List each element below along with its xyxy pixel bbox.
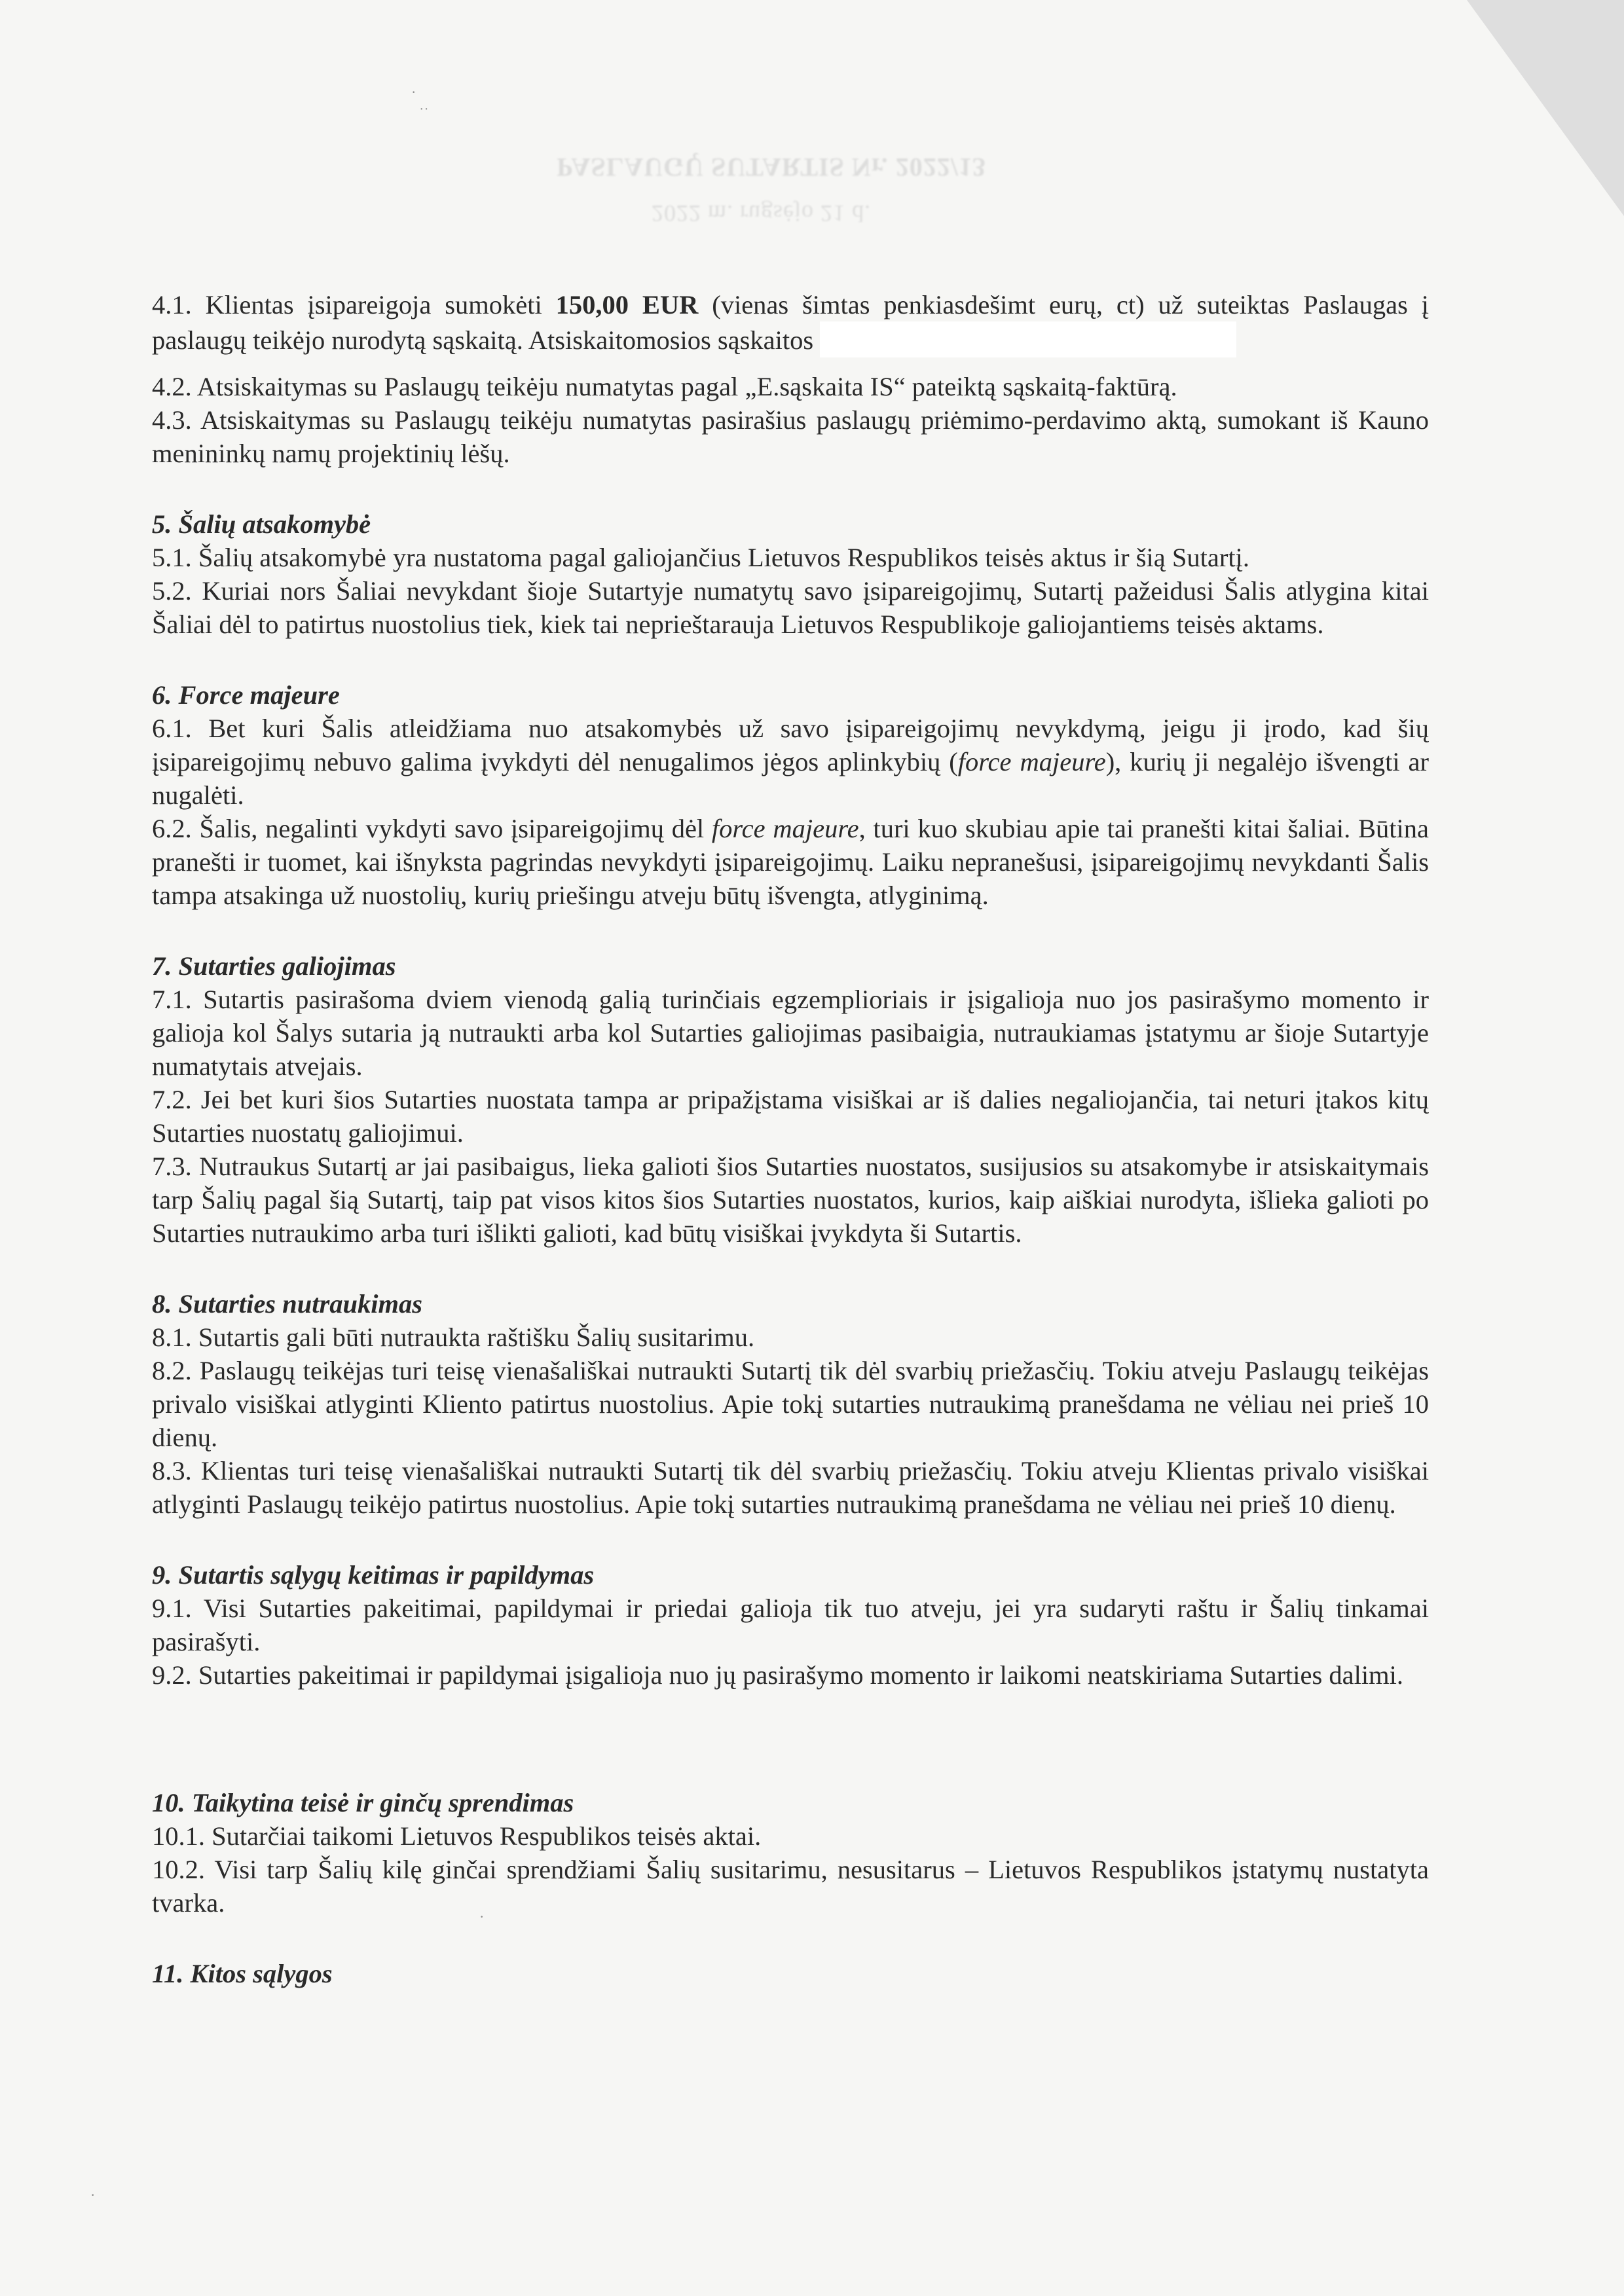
clause-8-2: 8.2. Paslaugų teikėjas turi teisę vienašališkai nutraukti Sutartį tik dėl svarbių priežasčių. Tokiu atveju Paslaugų teikėjas privalo visiškai atlyginti Kliento patirtus nuostolius. Apie tokį sutarties nutraukimą pranešdama ne vėliau nei prieš 10 dienų. (152, 1356, 1429, 1452)
section-8-title: 8. Sutarties nutraukimas (152, 1289, 423, 1319)
clause-8-3: 8.3. Klientas turi teisę vienašališkai nutraukti Sutartį tik dėl svarbių priežasčių. Tokiu atveju Klientas privalo visiškai atlyginti Paslaugų teikėjo patirtus nuostolius. Apie tokį sutarties nutraukimą pranešdama ne vėliau nei prieš 10 dienų. (152, 1456, 1429, 1519)
section-9-title: 9. Sutartis sąlygų keitimas ir papildymas (152, 1560, 595, 1590)
clause-5-2: 5.2. Kuriai nors Šaliai nevykdant šioje Sutartyje numatytų savo įsipareigojimų, Sutartį pažeidusi Šalis atlygina kitai Šaliai dėl to patirtus nuostolius tiek, kiek tai neprieštarauja Lietuvos Respublikoje galiojantiems teisės aktams. (152, 576, 1429, 639)
scan-speck: · (411, 84, 416, 100)
section-11-title: 11. Kitos sąlygos (152, 1959, 333, 1988)
scan-speck: · (479, 1908, 485, 1925)
clause-6-2: 6.2. Šalis, negalinti vykdyti savo įsipareigojimų dėl force majeure, turi kuo skubiau apie tai pranešti kitai šaliai. Būtina pranešti ir tuomet, kai išnyksta pagrindas nevykdyti įsipareigojimų. Laiku nepranešusi, įsipareigojimų nevykdanti Šalis tampa atsakinga už nuostolių, kurių priešingu atveju būtų išvengta, atlyginimą. (152, 814, 1429, 910)
section-6-title: 6. Force majeure (152, 680, 340, 710)
clause-4-3: 4.3. Atsiskaitymas su Paslaugų teikėju numatytas pasirašius paslaugų priėmimo-perdavimo aktą, sumokant iš Kauno menininkų namų projektinių lėšų. (152, 405, 1429, 468)
section-7-title: 7. Sutarties galiojimas (152, 951, 396, 981)
clause-7-3: 7.3. Nutraukus Sutartį ar jai pasibaigus, lieka galioti šios Sutarties nuostatos, susijusios su atsakomybe ir atsiskaitymais tarp Šalių pagal šią Sutartį, taip pat visos kitos šios Sutarties nuostatos, kurios, kaip aiškiai nurodyta, išlieka galioti po Sutarties nutraukimo arba turi išlikti galioti, kad būtų visiškai įvykdyta ši Sutartis. (152, 1152, 1429, 1248)
payment-amount: 150,00 EUR (555, 290, 699, 319)
clause-6-1: 6.1. Bet kuri Šalis atleidžiama nuo atsakomybės už savo įsipareigojimų nevykdymą, jeigu ji įrodo, kad šių įsipareigojimų nebuvo galima įvykdyti dėl nenugalimos jėgos aplinkybių (force majeure), kurių ji negalėjo išvengti ar nugalėti. (152, 714, 1430, 810)
document-body (152, 288, 1429, 1990)
redacted-account-number (820, 321, 1236, 357)
bleed-through-text: PASLAUGŲ SUTARTIS Nr. 2022/13 (557, 153, 986, 182)
clause-8-1: 8.1. Sutartis gali būti nutraukta raštišku Šalių susitarimu. (152, 1322, 755, 1352)
clause-4-2: 4.2. Atsiskaitymas su Paslaugų teikėju numatytas pagal „E.sąskaita IS“ pateiktą sąskaitą-faktūrą. (152, 372, 1177, 401)
clause-4-1: 4.1. Klientas įsipareigoja sumokėti 150,00 EUR (vienas šimtas penkiasdešimt eurų, ct) už suteiktas Paslaugas į paslaugų teikėjo nurodytą sąskaitą. Atsiskaitomosios sąskaitos (152, 288, 1429, 357)
clause-10-1: 10.1. Sutarčiai taikomi Lietuvos Respublikos teisės aktai. (152, 1821, 762, 1851)
clause-5-1: 5.1. Šalių atsakomybė yra nustatoma pagal galiojančius Lietuvos Respublikos teisės aktus ir šią Sutartį. (152, 543, 1249, 572)
clause-9-2: 9.2. Sutarties pakeitimai ir papildymai įsigalioja nuo jų pasirašymo momento ir laikomi neatskiriama Sutarties dalimi. (152, 1660, 1404, 1690)
clause-7-1: 7.1. Sutartis pasirašoma dviem vienodą galią turinčiais egzemplioriais ir įsigalioja nuo jos pasirašymo momento ir galioja kol Šalys sutaria ją nutraukti arba kol Sutarties galiojimas pasibaigia, nutraukiamas įstatymu ar šioje Sutartyje numatytais atvejais. (152, 985, 1429, 1081)
scan-speck: · (90, 2187, 96, 2203)
clause-7-2: 7.2. Jei bet kuri šios Sutarties nuostata tampa ar pripažįstama visiškai ar iš dalies negaliojančia, tai neturi įtakos kitų Sutarties nuostatų galiojimui. (152, 1085, 1429, 1148)
section-5-title: 5. Šalių atsakomybė (152, 509, 371, 539)
clause-10-2: 10.2. Visi tarp Šalių kilę ginčai sprendžiami Šalių susitarimu, nesusitarus – Lietuvos Respublikos įstatymų nustatyta tvarka. (152, 1855, 1429, 1918)
scan-speck: ˙˙ (419, 105, 429, 121)
bleed-through-text: 2022 m. rugsėjo 21 d. (652, 200, 871, 227)
clause-9-1: 9.1. Visi Sutarties pakeitimai, papildymai ir priedai galioja tik tuo atveju, jei yra sudaryti raštu ir Šalių tinkamai pasirašyti. (152, 1594, 1429, 1656)
section-10-title: 10. Taikytina teisė ir ginčų sprendimas (152, 1788, 574, 1817)
